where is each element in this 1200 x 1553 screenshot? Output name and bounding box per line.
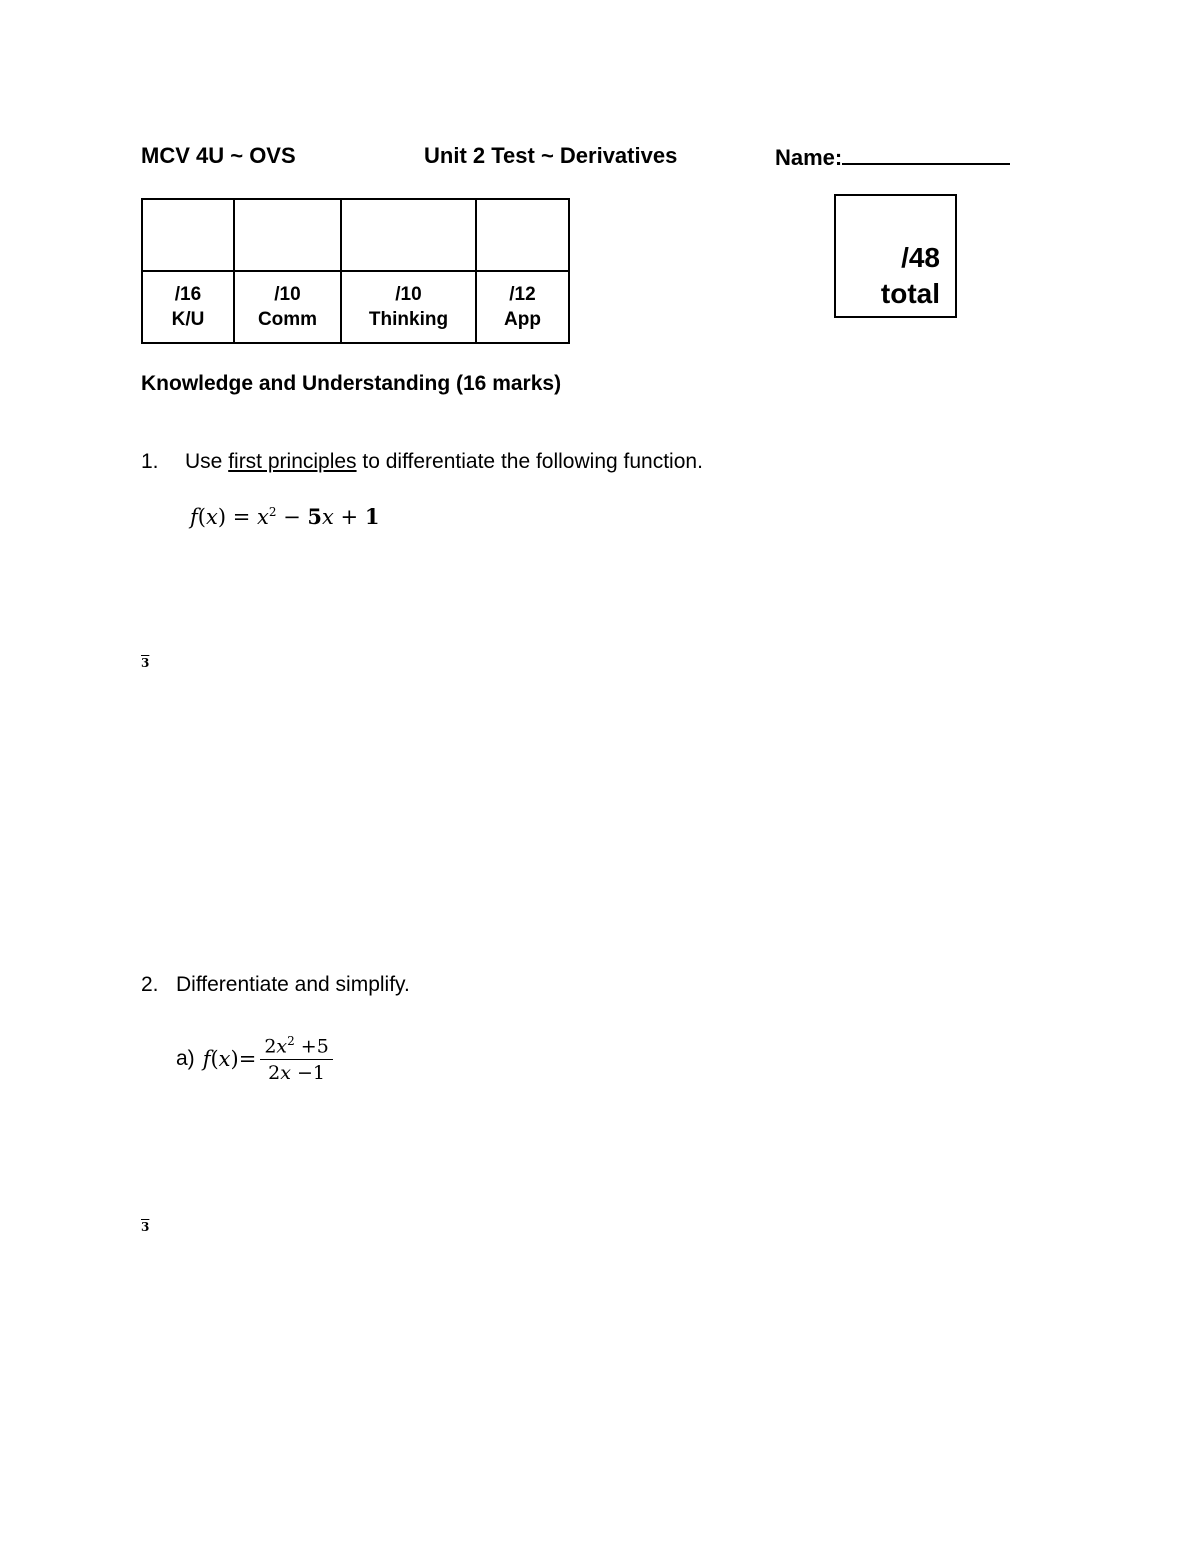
test-title: Unit 2 Test ~ Derivatives	[424, 143, 678, 168]
question-text: to differentiate the following function.	[356, 450, 703, 473]
category-label: App	[504, 309, 541, 330]
question-1	[141, 450, 703, 474]
question-2a-marks: 3	[141, 1220, 150, 1234]
score-cell-thinking	[341, 199, 476, 271]
category-marks: /12	[509, 284, 536, 305]
question-1-formula: $f(x) = x^2 - 5x + 1$	[190, 504, 380, 529]
category-ku	[142, 271, 234, 343]
question-text: Differentiate and simplify.	[176, 973, 410, 996]
score-table	[141, 198, 570, 344]
section-heading: Knowledge and Understanding (16 marks)	[141, 372, 562, 395]
question-2	[141, 973, 410, 997]
part-label: a)	[176, 1047, 195, 1071]
question-number: 1.	[141, 450, 159, 473]
question-emphasis: first principles	[228, 450, 357, 473]
score-cell-ku	[142, 199, 234, 271]
score-cell-app	[476, 199, 569, 271]
category-marks: /10	[395, 284, 422, 305]
name-label: Name:	[775, 145, 843, 170]
question-text: Use	[185, 450, 229, 473]
category-label: K/U	[171, 309, 205, 330]
total-marks: /48	[901, 242, 940, 273]
score-cell-comm	[234, 199, 341, 271]
category-marks: /10	[274, 284, 301, 305]
question-2a-fraction	[260, 1034, 333, 1084]
question-1-marks: 3	[141, 656, 150, 670]
course-code: MCV 4U ~ OVS	[141, 143, 296, 168]
question-2a-lhs: f(x)=	[202, 1047, 257, 1072]
name-field	[775, 143, 1010, 171]
category-comm	[234, 271, 341, 343]
category-label: Thinking	[368, 309, 449, 330]
name-blank-line	[842, 143, 1010, 165]
fraction-denominator: 2x −1	[268, 1062, 325, 1085]
total-score-box	[834, 194, 957, 318]
category-marks: /16	[174, 284, 202, 305]
fraction-numerator: $2x^2 +5$	[260, 1034, 333, 1060]
category-thinking	[341, 271, 476, 343]
question-2a	[176, 1034, 333, 1084]
question-number: 2.	[141, 973, 159, 996]
total-label: total	[880, 278, 940, 309]
category-label: Comm	[257, 309, 318, 330]
category-app	[476, 271, 569, 343]
